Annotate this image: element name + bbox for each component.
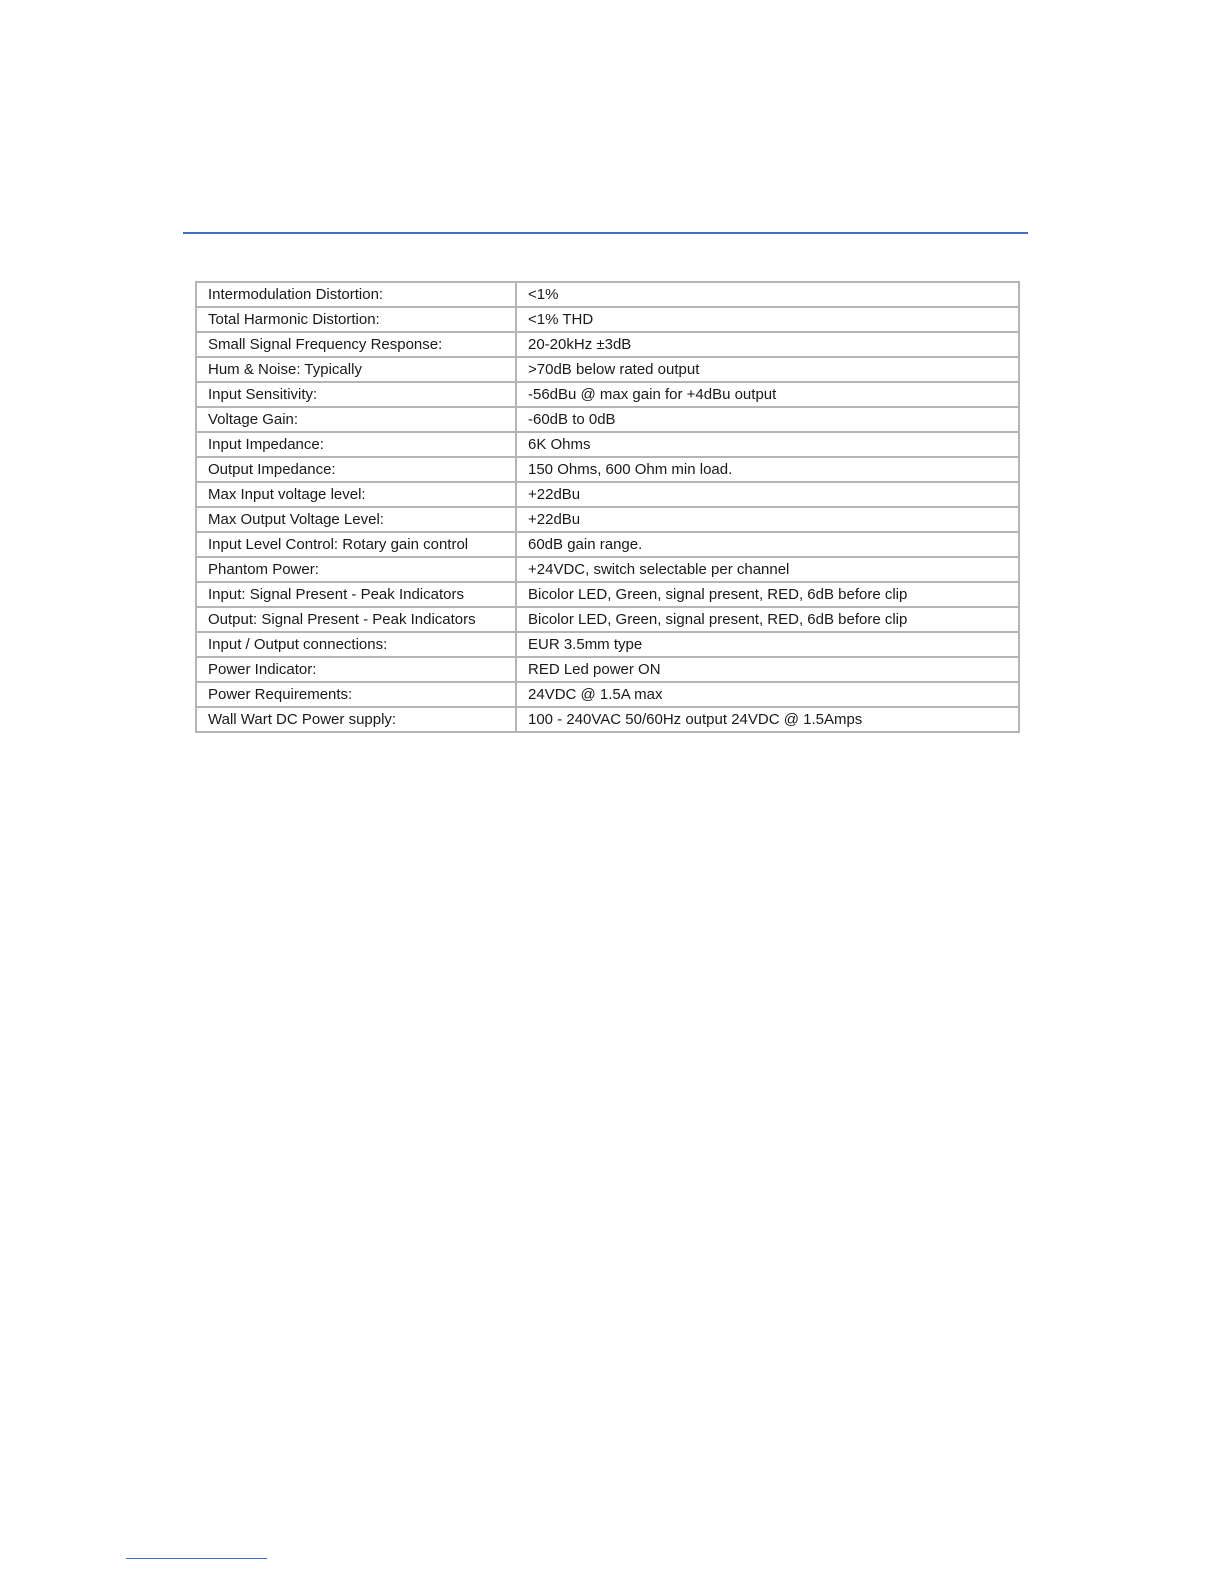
table-row	[196, 282, 1019, 307]
table-row	[196, 357, 1019, 382]
table-row	[196, 407, 1019, 432]
table-row	[196, 457, 1019, 482]
spec-label: Input Impedance:	[196, 432, 516, 457]
spec-label: Wall Wart DC Power supply:	[196, 707, 516, 732]
table-row	[196, 482, 1019, 507]
spec-label: Max Output Voltage Level:	[196, 507, 516, 532]
spec-value: 150 Ohms, 600 Ohm min load.	[516, 457, 1019, 482]
spec-value: 60dB gain range.	[516, 532, 1019, 557]
footnote-separator	[126, 1558, 267, 1559]
table-row	[196, 707, 1019, 732]
table-row	[196, 307, 1019, 332]
table-row	[196, 532, 1019, 557]
spec-label: Input Sensitivity:	[196, 382, 516, 407]
spec-value: +22dBu	[516, 507, 1019, 532]
table-row	[196, 582, 1019, 607]
spec-value: 24VDC @ 1.5A max	[516, 682, 1019, 707]
spec-value: <1% THD	[516, 307, 1019, 332]
spec-label: Max Input voltage level:	[196, 482, 516, 507]
table-row	[196, 382, 1019, 407]
spec-label: Voltage Gain:	[196, 407, 516, 432]
spec-value: 6K Ohms	[516, 432, 1019, 457]
table-row	[196, 557, 1019, 582]
spec-value: RED Led power ON	[516, 657, 1019, 682]
table-row	[196, 332, 1019, 357]
table-row	[196, 607, 1019, 632]
table-row	[196, 657, 1019, 682]
specifications-table	[195, 281, 1020, 733]
spec-label: Output: Signal Present - Peak Indicators	[196, 607, 516, 632]
table-row	[196, 682, 1019, 707]
spec-value: EUR 3.5mm type	[516, 632, 1019, 657]
spec-label: Input Level Control: Rotary gain control	[196, 532, 516, 557]
spec-value: >70dB below rated output	[516, 357, 1019, 382]
spec-label: Small Signal Frequency Response:	[196, 332, 516, 357]
table-row	[196, 432, 1019, 457]
table-row	[196, 507, 1019, 532]
spec-label: Output Impedance:	[196, 457, 516, 482]
spec-value: 100 - 240VAC 50/60Hz output 24VDC @ 1.5Amps	[516, 707, 1019, 732]
spec-value: Bicolor LED, Green, signal present, RED, 6dB before clip	[516, 607, 1019, 632]
spec-label: Input: Signal Present - Peak Indicators	[196, 582, 516, 607]
spec-label: Power Requirements:	[196, 682, 516, 707]
spec-value: -56dBu @ max gain for +4dBu output	[516, 382, 1019, 407]
spec-label: Hum & Noise: Typically	[196, 357, 516, 382]
spec-value: -60dB to 0dB	[516, 407, 1019, 432]
spec-label: Intermodulation Distortion:	[196, 282, 516, 307]
header-divider	[183, 232, 1028, 234]
spec-label: Total Harmonic Distortion:	[196, 307, 516, 332]
spec-value: Bicolor LED, Green, signal present, RED, 6dB before clip	[516, 582, 1019, 607]
spec-label: Phantom Power:	[196, 557, 516, 582]
spec-value: 20-20kHz ±3dB	[516, 332, 1019, 357]
spec-value: +22dBu	[516, 482, 1019, 507]
spec-value: +24VDC, switch selectable per channel	[516, 557, 1019, 582]
spec-label: Input / Output connections:	[196, 632, 516, 657]
table-row	[196, 632, 1019, 657]
spec-value: <1%	[516, 282, 1019, 307]
spec-label: Power Indicator:	[196, 657, 516, 682]
